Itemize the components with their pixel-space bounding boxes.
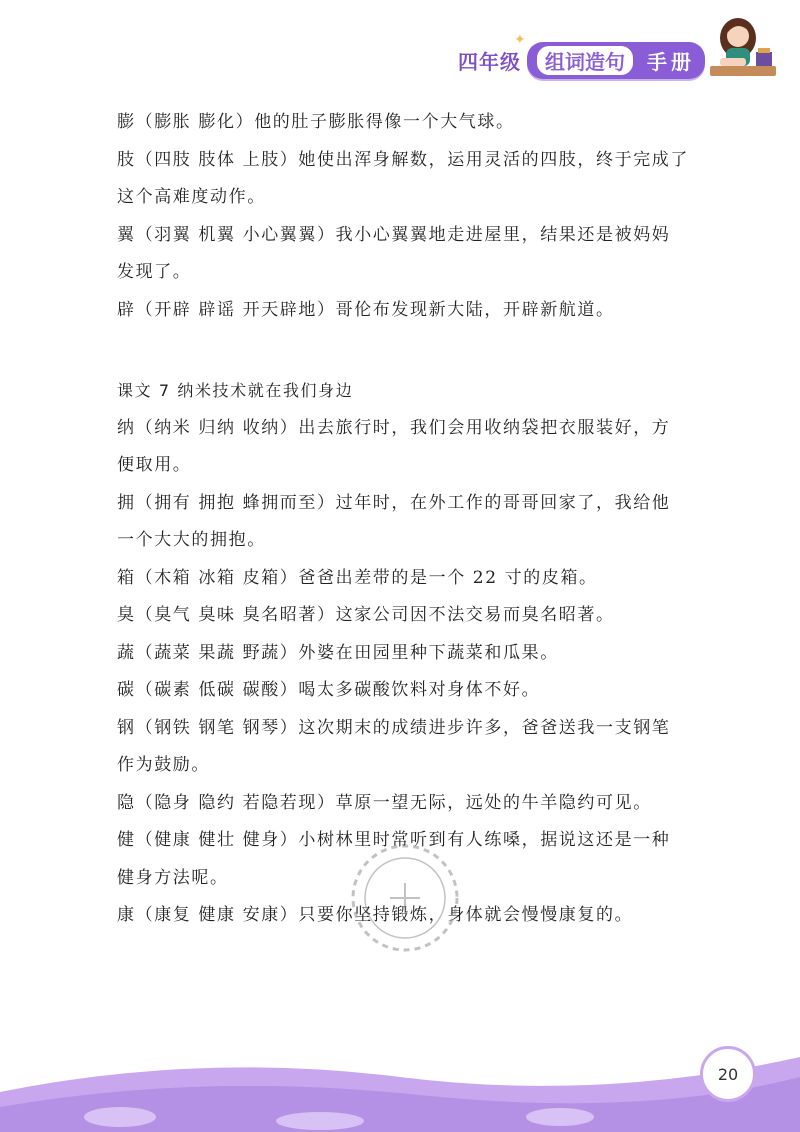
text-line: 健身方法呢。 (117, 867, 229, 888)
handbook-title-right: 手册 (647, 50, 695, 74)
text-line: 一个大大的拥抱。 (117, 530, 266, 550)
text-line: 臭（臭气 臭味 臭名昭著）这家公司因不法交易而臭名昭著。 (117, 605, 615, 625)
text-line: 拥（拥有 拥抱 蜂拥而至）过年时，在外工作的哥哥回家了，我给他 (117, 492, 671, 513)
text-line: 这个高难度动作。 (117, 187, 266, 207)
text-line: 蔬（蔬菜 果蔬 野蔬）外婆在田园里种下蔬菜和瓜果。 (117, 642, 559, 663)
text-line: 发现了。 (117, 262, 192, 282)
header-badge (458, 32, 705, 79)
text-line: 辟（开辟 辟谣 开天辟地）哥伦布发现新大陆，开辟新航道。 (117, 299, 615, 320)
text-line: 箱（木箱 冰箱 皮箱）爸爸出差带的是一个 22 寸的皮箱。 (117, 567, 598, 588)
text-line: 钢（钢铁 钢笔 钢琴）这次期末的成绩进步许多，爸爸送我一支钢笔 (117, 717, 671, 738)
text-line: 膨（膨胀 膨化）他的肚子膨胀得像一个大气球。 (117, 112, 515, 132)
text-line: 肢（四肢 肢体 上肢）她使出浑身解数，运用灵活的四肢，终于完成了 (117, 149, 690, 170)
handbook-title-pill (527, 42, 705, 79)
section-title: 课文 7 纳米技术就在我们身边 (117, 381, 354, 400)
page-content (117, 104, 697, 935)
page-number: 20 (700, 1046, 756, 1102)
text-line: 康（康复 健康 安康）只要你坚持锻炼，身体就会慢慢康复的。 (117, 905, 634, 925)
grade-label: 四年级 (458, 50, 521, 74)
text-line: 隐（隐身 隐约 若隐若现）草原一望无际，远处的牛羊隐约可见。 (117, 792, 652, 813)
handbook-title-left: 组词造句 (537, 46, 633, 75)
text-line: 作为鼓励。 (117, 755, 210, 775)
text-line: 碳（碳素 低碳 碳酸）喝太多碳酸饮料对身体不好。 (117, 680, 541, 700)
text-line: 翼（羽翼 机翼 小心翼翼）我小心翼翼地走进屋里，结果还是被妈妈 (117, 224, 671, 245)
text-line: 健（健康 健壮 健身）小树林里时常听到有人练嗓，据说这还是一种 (117, 830, 671, 850)
text-line: 纳（纳米 归纳 收纳）出去旅行时，我们会用收纳袋把衣服装好，方 (117, 417, 671, 438)
text-line: 便取用。 (117, 455, 192, 475)
girl-mascot-icon (710, 12, 776, 82)
footer-wave (0, 1037, 800, 1132)
watermark-stamp-icon (345, 838, 465, 958)
sparkle-icon: ✦ (514, 32, 526, 48)
